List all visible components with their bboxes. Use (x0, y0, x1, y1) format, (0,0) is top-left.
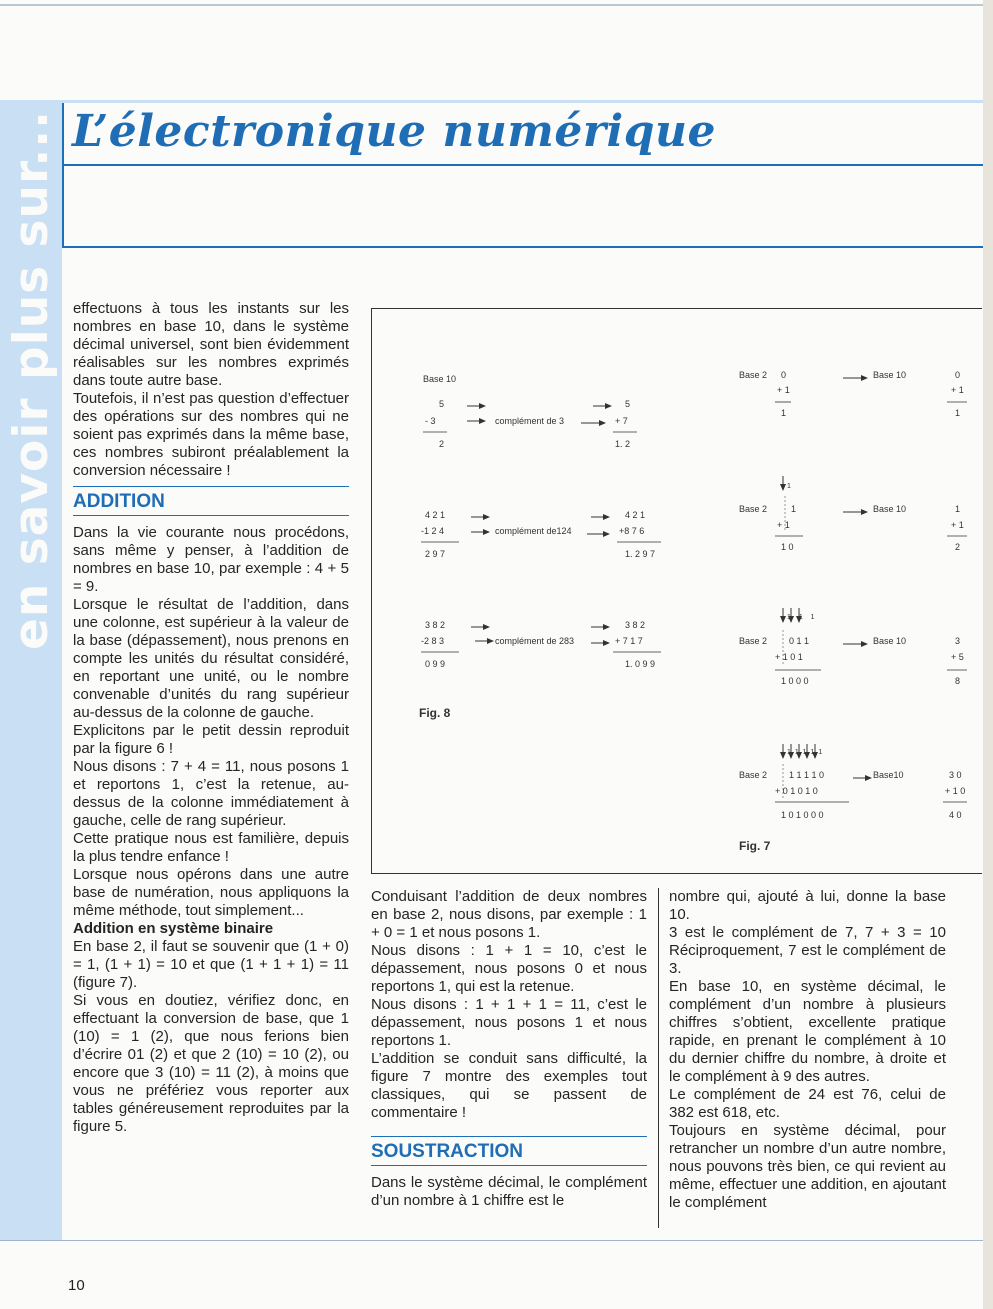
fig8-ex3-r: 0 9 9 (425, 659, 446, 669)
fig8-ex3-cr: 1. 0 9 9 (625, 659, 656, 669)
fig8-ex2-cb: +8 7 6 (619, 526, 645, 536)
section-heading-addition: ADDITION (73, 486, 349, 516)
fig7-ex4-da: 3 0 (949, 770, 962, 780)
fig7-ex3-carry: 1 1 1 (787, 614, 818, 621)
page-edge (983, 0, 993, 1309)
fig8-ex1-a: 5 (439, 399, 445, 409)
paragraph: Nous disons : 1 + 1 = 10, c’est le dépassement, nous posons 0 et nous reportons 1, qui est la retenue. (371, 942, 647, 995)
fig8-caption: Fig. 8 (419, 706, 451, 720)
fig8-ex3-cb: + 7 1 7 (615, 636, 643, 646)
paragraph: Lorsque nous opérons dans une autre base de numération, nous appliquons la même méthode, tout simplement... (73, 866, 349, 919)
fig7-ex1-db: + 1 (951, 385, 964, 395)
paragraph: Explicitons par le petit dessin reproduit par la figure 6 ! (73, 722, 349, 757)
fig7-base2-label: Base 2 (739, 370, 768, 380)
paragraph: Cette pratique nous est familière, depuis la plus tendre enfance ! (73, 830, 349, 865)
paragraph: Toujours en système décimal, pour retrancher un nombre d’un autre nombre, nous pouvons très bien, ce qui revient au même, effectuer une addition, en ajoutant le complément (669, 1122, 946, 1211)
fig7-base10-label: Base 10 (873, 370, 907, 380)
paragraph: Toutefois, il n’est pas question d’effectuer des opérations sur des nombres qui ne soient pas exprimés dans la même base, ces nombres subiront préalablement la conversion nécessaire ! (73, 390, 349, 479)
fig8-ex1-cr: 1. 2 (615, 439, 631, 449)
fig7-ex1-da: 0 (955, 370, 961, 380)
fig7-ex4-db: + 1 0 (945, 786, 966, 796)
fig8-ex1-cb: + 7 (615, 416, 628, 426)
fig7-ex2-r: 1 0 (781, 542, 794, 552)
fig8-ex1-r: 2 (439, 439, 445, 449)
fig8-ex2-cr: 1. 2 9 7 (625, 549, 656, 559)
fig8-ex2-comp-label: complément de124 (495, 526, 572, 536)
fig7-ex2-db: + 1 (951, 520, 964, 530)
fig7-ex2-a: 1 (791, 504, 797, 514)
paragraph: Conduisant l’addition de deux nombres en base 2, nous disons, par exemple : 1 + 0 = 1 et nous posons 1. (371, 888, 647, 941)
fig7-ex3-dr: 8 (955, 676, 961, 686)
fig7-ex2-b: + 1 (777, 520, 790, 530)
paragraph: Nous disons : 1 + 1 + 1 = 11, c’est le dépassement, nous posons 1 et nous reportons 1. (371, 996, 647, 1049)
fig7-base10-label: Base 10 (873, 504, 907, 514)
fig8-ex3-b: -2 8 3 (421, 636, 445, 646)
text-column-2 (371, 888, 647, 1210)
fig7-ex3-r: 1 0 0 0 (781, 676, 809, 686)
top-rule (0, 4, 993, 6)
fig8-ex2-ca: 4 2 1 (625, 510, 646, 520)
fig8-ex3-ca: 3 8 2 (625, 620, 646, 630)
fig7-ex4-r: 1 0 1 0 0 0 (781, 810, 824, 820)
paragraph: Dans le système décimal, le complément d’un nombre à 1 chiffre est le (371, 1174, 647, 1209)
column-divider (658, 888, 659, 1228)
paragraph: effectuons à tous les instants sur les nombres en base 10, dans le système décimal universel, sont bien évidemment réalisables sur les nombres exprimés dans toute autre base. (73, 300, 349, 389)
paragraph: Nous disons : 7 + 4 = 11, nous posons 1 et reportons 1, c’est la retenue, au-dessus de la colonne immédiatement à gauche, celle de rang supérieur. (73, 758, 349, 829)
fig7-base10-label: Base10 (873, 770, 904, 780)
page-title: L’électronique numérique (72, 106, 717, 157)
fig7-base2-label: Base 2 (739, 504, 768, 514)
fig7-ex3-b: + 1 0 1 (775, 652, 803, 662)
fig7-ex2-dr: 2 (955, 542, 961, 552)
paragraph: Dans la vie courante nous procédons, sans même y penser, à l’addition de nombres en base 10, par exemple : 4 + 5 = 9. (73, 524, 349, 595)
fig7-ex4-carry: 1 1 1 1 1 (787, 749, 824, 756)
fig8-ex3-a: 3 8 2 (425, 620, 446, 630)
sidebar-label: en savoir plus sur... (4, 110, 59, 650)
text-column-3 (669, 888, 946, 1212)
figures-svg (371, 308, 983, 874)
paragraph: 3 est le complément de 7, 7 + 3 = 10 Réciproquement, 7 est le complément de 3. (669, 924, 946, 977)
fig7-ex2-carry: 1 (787, 483, 791, 490)
fig7-ex2-da: 1 (955, 504, 961, 514)
fig7-ex3-db: + 5 (951, 652, 964, 662)
fig7-ex1-r: 1 (781, 408, 787, 418)
fig8-ex2-r: 2 9 7 (425, 549, 446, 559)
page-number: 10 (68, 1277, 85, 1294)
fig7-ex4-dr: 4 0 (949, 810, 962, 820)
fig7-ex1-b: + 1 (777, 385, 790, 395)
paragraph: L’addition se conduit sans difficulté, la figure 7 montre des exemples tout classiques, qui se passent de commentaire ! (371, 1050, 647, 1121)
footer-rule (0, 1240, 983, 1241)
paragraph: En base 2, il faut se souvenir que (1 + 0) = 1, (1 + 1) = 10 et que (1 + 1 + 1) = 11 (figure 7). (73, 938, 349, 991)
paragraph: nombre qui, ajouté à lui, donne la base 10. (669, 888, 946, 923)
fig8-ex1-ca: 5 (625, 399, 631, 409)
paragraph: Le complément de 24 est 76, celui de 382 est 618, etc. (669, 1086, 946, 1121)
text-column-1 (73, 300, 349, 1136)
fig7-base2-label: Base 2 (739, 770, 768, 780)
fig8-ex2-a: 4 2 1 (425, 510, 446, 520)
paragraph: Si vous en doutiez, vérifiez donc, en effectuant la conversion de base, que 1 (10) = 1 (2), que nous ferions bien d’écrire 01 (2) et que 2 (10) = 10 (2), ou encore que 3 (10) = 11 (2), à moins que vous ne préfériez vous reporter aux tables généreusement reproduites par la figure 5. (73, 992, 349, 1135)
fig7-caption: Fig. 7 (739, 839, 771, 853)
fig7-ex1-a: 0 (781, 370, 787, 380)
fig7-ex1-dr: 1 (955, 408, 961, 418)
fig8-ex1-b: - 3 (425, 416, 436, 426)
paragraph: Lorsque le résultat de l’addition, dans une colonne, est supérieur à la valeur de la base (dépassement), nous prenons en compte les unités du résultat considéré, en reportant une unité, ou le nombre convenable d’unités du rang supérieur au-dessus de la colonne de gauche. (73, 596, 349, 721)
fig8-ex1-comp-label: complément de 3 (495, 416, 565, 426)
fig8-ex3-comp-label: complément de 283 (495, 636, 575, 646)
subheading-binary: Addition en système binaire (73, 920, 274, 937)
fig7-ex3-da: 3 (955, 636, 961, 646)
fig7-ex4-b: + 0 1 0 1 0 (775, 786, 818, 796)
header-rule (62, 164, 983, 166)
section-heading-soustraction: SOUSTRACTION (371, 1136, 647, 1166)
fig8-base-label: Base 10 (423, 374, 457, 384)
fig8-ex2-b: -1 2 4 (421, 526, 445, 536)
fig7-ex4-a: 1 1 1 1 0 (789, 770, 825, 780)
fig7-base10-label: Base 10 (873, 636, 907, 646)
fig7-base2-label: Base 2 (739, 636, 768, 646)
fig7-ex3-a: 0 1 1 (789, 636, 810, 646)
paragraph: En base 10, en système décimal, le complément d’un nombre à plusieurs chiffres s’obtient, excellente pratique rapide, en prenant le complément à 10 du dernier chiffre du nombre, à droite et le complément à 9 des autres. (669, 978, 946, 1085)
